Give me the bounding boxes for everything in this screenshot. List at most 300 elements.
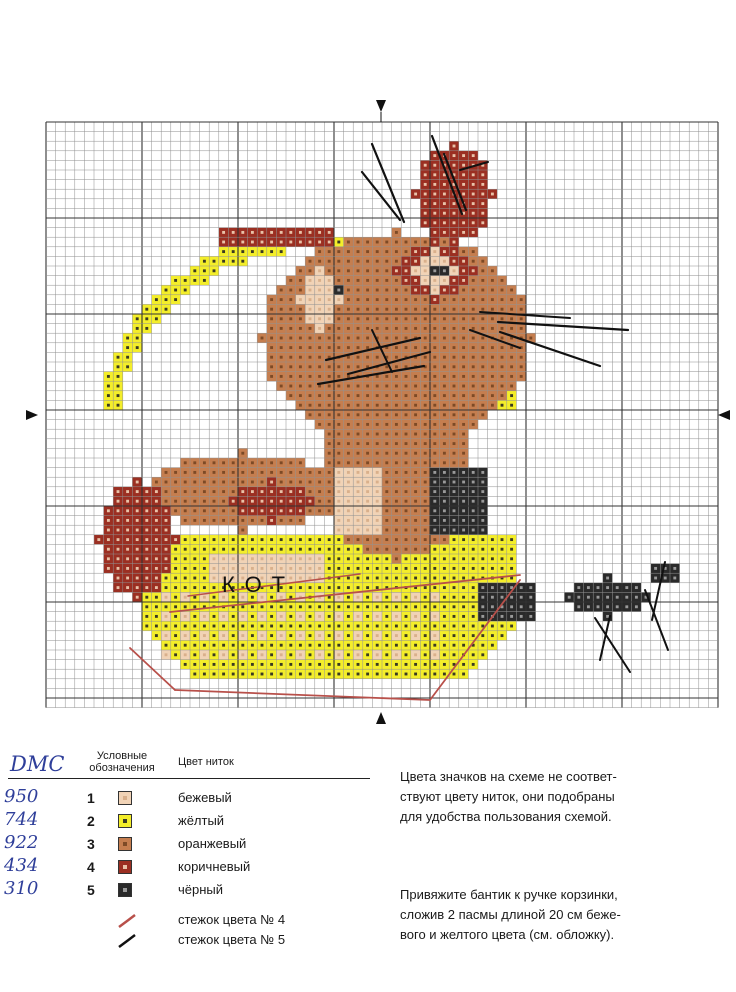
stitch-symbol: [366, 663, 369, 666]
stitch-symbol: [184, 289, 187, 292]
stitch-symbol: [318, 317, 321, 320]
stitch-symbol: [443, 490, 446, 493]
stitch-symbol: [424, 308, 427, 311]
stitch-symbol: [357, 289, 360, 292]
stitch-symbol: [251, 605, 254, 608]
stitch-symbol: [414, 375, 417, 378]
stitch-symbol: [289, 471, 292, 474]
stitch-symbol: [462, 433, 465, 436]
stitch-symbol: [357, 509, 360, 512]
stitch-symbol: [424, 356, 427, 359]
stitch-symbol: [424, 653, 427, 656]
stitch-symbol: [376, 327, 379, 330]
stitch-symbol: [462, 346, 465, 349]
stitch-symbol: [318, 269, 321, 272]
stitch-symbol: [424, 202, 427, 205]
stitch-symbol: [213, 538, 216, 541]
stitch-symbol: [405, 327, 408, 330]
stitch-symbol: [309, 346, 312, 349]
stitch-symbol: [261, 567, 264, 570]
stitch-symbol: [289, 289, 292, 292]
stitch-symbol: [433, 356, 436, 359]
stitch-symbol: [347, 452, 350, 455]
stitch-symbol: [213, 577, 216, 580]
stitch-symbol: [261, 634, 264, 637]
stitch-symbol: [472, 413, 475, 416]
stitch-symbol: [280, 653, 283, 656]
stitch-symbol: [414, 317, 417, 320]
stitch-symbol: [357, 413, 360, 416]
stitch-symbol: [405, 567, 408, 570]
stitch-symbol: [395, 605, 398, 608]
stitch-symbol: [347, 346, 350, 349]
stitch-symbol: [510, 577, 513, 580]
stitch-symbol: [328, 385, 331, 388]
stitch-symbol: [443, 308, 446, 311]
stitch-symbol: [453, 605, 456, 608]
stitch-symbol: [193, 673, 196, 676]
stitch-symbol: [395, 413, 398, 416]
stitch-symbol: [405, 557, 408, 560]
stitch-symbol: [395, 241, 398, 244]
stitch-symbol: [136, 567, 139, 570]
stitch-symbol: [510, 356, 513, 359]
stitch-symbol: [385, 625, 388, 628]
stitch-symbol: [261, 625, 264, 628]
stitch-symbol: [357, 404, 360, 407]
stitch-symbol: [251, 241, 254, 244]
stitch-symbol: [443, 557, 446, 560]
stitch-symbol: [318, 471, 321, 474]
stitch-symbol: [289, 385, 292, 388]
stitch-symbol: [366, 529, 369, 532]
stitch-symbol: [126, 538, 129, 541]
stitch-symbol: [462, 567, 465, 570]
stitch-symbol: [251, 663, 254, 666]
stitch-symbol: [232, 500, 235, 503]
stitch-symbol: [414, 404, 417, 407]
stitch-symbol: [453, 538, 456, 541]
stitch-symbol: [241, 461, 244, 464]
stitch-symbol: [309, 385, 312, 388]
stitch-symbol: [261, 241, 264, 244]
stitch-symbol: [481, 500, 484, 503]
stitch-symbol: [424, 423, 427, 426]
stitch-symbol: [318, 663, 321, 666]
stitch-symbol: [337, 385, 340, 388]
stitch-symbol: [347, 519, 350, 522]
stitch-symbol: [616, 586, 619, 589]
stitch-symbol: [433, 481, 436, 484]
stitch-symbol: [309, 260, 312, 263]
stitch-symbol: [117, 538, 120, 541]
stitch-symbol: [491, 385, 494, 388]
stitch-symbol: [174, 596, 177, 599]
stitch-symbol: [520, 317, 523, 320]
stitch-symbol: [510, 327, 513, 330]
stitch-symbol: [357, 452, 360, 455]
stitch-symbol: [357, 557, 360, 560]
stitch-symbol: [222, 250, 225, 253]
stitch-symbol: [299, 586, 302, 589]
stitch-symbol: [261, 673, 264, 676]
stitch-symbol: [222, 490, 225, 493]
symbol-number: 2: [87, 813, 95, 829]
stitch-symbol: [280, 317, 283, 320]
stitch-symbol: [510, 615, 513, 618]
stitch-symbol: [309, 509, 312, 512]
stitch-symbol: [395, 269, 398, 272]
stitch-symbol: [395, 308, 398, 311]
stitch-symbol: [203, 461, 206, 464]
stitch-symbol: [347, 433, 350, 436]
stitch-symbol: [376, 442, 379, 445]
stitch-symbol: [328, 634, 331, 637]
stitch-symbol: [155, 634, 158, 637]
stitch-symbol: [654, 577, 657, 580]
stitch-symbol: [241, 471, 244, 474]
stitch-symbol: [337, 337, 340, 340]
stitch-symbol: [289, 519, 292, 522]
stitch-symbol: [222, 509, 225, 512]
stitch-symbol: [232, 509, 235, 512]
stitch-symbol: [443, 471, 446, 474]
stitch-symbol: [270, 241, 273, 244]
stitch-symbol: [395, 548, 398, 551]
stitch-symbol: [453, 577, 456, 580]
stitch-symbol: [385, 394, 388, 397]
stitch-symbol: [453, 394, 456, 397]
stitch-symbol: [174, 605, 177, 608]
stitch-symbol: [117, 548, 120, 551]
stitch-symbol: [366, 260, 369, 263]
stitch-symbol: [299, 538, 302, 541]
stitch-symbol: [501, 337, 504, 340]
stitch-symbol: [414, 577, 417, 580]
stitch-symbol: [481, 529, 484, 532]
stitch-symbol: [491, 279, 494, 282]
stitch-symbol: [625, 596, 628, 599]
stitch-symbol: [414, 663, 417, 666]
stitch-symbol: [337, 279, 340, 282]
stitch-symbol: [481, 317, 484, 320]
stitch-symbol: [443, 452, 446, 455]
stitch-symbol: [155, 490, 158, 493]
dmc-number: 434: [4, 855, 39, 876]
stitch-symbol: [174, 509, 177, 512]
stitch-symbol: [414, 538, 417, 541]
stitch-symbol: [443, 644, 446, 647]
stitch-symbol: [510, 385, 513, 388]
stitch-symbol: [462, 413, 465, 416]
stitch-symbol: [232, 519, 235, 522]
stitch-symbol: [481, 615, 484, 618]
stitch-symbol: [443, 289, 446, 292]
stitch-symbol: [443, 673, 446, 676]
stitch-symbol: [347, 365, 350, 368]
stitch-symbol: [635, 586, 638, 589]
stitch-symbol: [443, 385, 446, 388]
stitch-symbol: [481, 337, 484, 340]
stitch-symbol: [299, 625, 302, 628]
stitch-symbol: [366, 413, 369, 416]
stitch-symbol: [462, 260, 465, 263]
stitch-symbol: [107, 519, 110, 522]
stitch-symbol: [395, 519, 398, 522]
stitch-symbol: [385, 452, 388, 455]
stitch-symbol: [491, 634, 494, 637]
stitch-symbol: [577, 586, 580, 589]
stitch-symbol: [337, 529, 340, 532]
stitch-symbol: [405, 663, 408, 666]
stitch-symbol: [606, 615, 609, 618]
stitch-symbol: [453, 452, 456, 455]
stitch-symbol: [193, 596, 196, 599]
stitch-symbol: [145, 577, 148, 580]
stitch-symbol: [481, 365, 484, 368]
stitch-symbol: [491, 596, 494, 599]
stitch-symbol: [376, 509, 379, 512]
stitch-symbol: [309, 567, 312, 570]
stitch-symbol: [347, 586, 350, 589]
stitch-symbol: [280, 356, 283, 359]
stitch-symbol: [472, 567, 475, 570]
stitch-symbol: [453, 653, 456, 656]
stitch-symbol: [337, 673, 340, 676]
stitch-symbol: [222, 260, 225, 263]
stitch-symbol: [251, 644, 254, 647]
stitch-symbol: [376, 461, 379, 464]
stitch-symbol: [395, 404, 398, 407]
stitch-symbol: [405, 260, 408, 263]
stitch-symbol: [357, 269, 360, 272]
stitch-symbol: [395, 289, 398, 292]
stitch-symbol: [462, 548, 465, 551]
stitch-symbol: [424, 644, 427, 647]
stitch-symbol: [270, 250, 273, 253]
stitch-symbol: [337, 327, 340, 330]
stitch-symbol: [184, 279, 187, 282]
stitch-symbol: [222, 471, 225, 474]
stitch-symbol: [347, 615, 350, 618]
stitch-symbol: [376, 356, 379, 359]
stitch-symbol: [270, 231, 273, 234]
stitch-symbol: [395, 538, 398, 541]
stitch-symbol: [395, 250, 398, 253]
stitch-symbol: [405, 404, 408, 407]
stitch-symbol: [395, 490, 398, 493]
stitch-symbol: [261, 509, 264, 512]
stitch-symbol: [357, 337, 360, 340]
stitch-symbol: [635, 605, 638, 608]
stitch-symbol: [376, 625, 379, 628]
stitch-symbol: [289, 567, 292, 570]
stitch-symbol: [424, 557, 427, 560]
stitch-symbol: [155, 605, 158, 608]
stitch-symbol: [232, 557, 235, 560]
stitch-symbol: [251, 231, 254, 234]
stitch-symbol: [453, 471, 456, 474]
stitch-symbol: [366, 423, 369, 426]
stitch-symbol: [366, 596, 369, 599]
stitch-symbol: [462, 596, 465, 599]
stitch-symbol: [443, 202, 446, 205]
stitch-symbol: [414, 596, 417, 599]
stitch-symbol: [193, 663, 196, 666]
stitch-symbol: [510, 404, 513, 407]
stitch-symbol: [241, 605, 244, 608]
stitch-symbol: [453, 634, 456, 637]
stitch-symbol: [462, 423, 465, 426]
stitch-symbol: [443, 577, 446, 580]
stitch-symbol: [357, 423, 360, 426]
stitch-symbol: [395, 394, 398, 397]
stitch-symbol: [414, 269, 417, 272]
stitch-symbol: [510, 557, 513, 560]
stitch-symbol: [309, 673, 312, 676]
color-name: коричневый: [178, 859, 251, 874]
stitch-symbol: [376, 385, 379, 388]
color-swatch: [118, 837, 132, 851]
stitch-symbol: [289, 308, 292, 311]
stitch-symbol: [385, 509, 388, 512]
stitch-symbol: [280, 461, 283, 464]
stitch-symbol: [481, 605, 484, 608]
stitch-symbol: [376, 529, 379, 532]
stitch-symbol: [155, 529, 158, 532]
stitch-symbol: [241, 500, 244, 503]
stitch-symbol: [347, 279, 350, 282]
stitch-symbol: [136, 317, 139, 320]
stitch-symbol: [299, 308, 302, 311]
center-arrow-top: [376, 100, 386, 112]
stitch-symbol: [357, 365, 360, 368]
stitch-symbol: [318, 634, 321, 637]
stitch-symbol: [405, 577, 408, 580]
stitch-symbol: [405, 548, 408, 551]
stitch-symbol: [328, 337, 331, 340]
stitch-symbol: [462, 298, 465, 301]
stitch-symbol: [174, 644, 177, 647]
stitch-symbol: [318, 567, 321, 570]
stitch-symbol: [328, 586, 331, 589]
stitch-symbol: [366, 289, 369, 292]
stitch-symbol: [472, 221, 475, 224]
stitch-symbol: [328, 231, 331, 234]
stitch-symbol: [232, 673, 235, 676]
stitch-symbol: [385, 519, 388, 522]
stitch-symbol: [261, 663, 264, 666]
stitch-symbol: [385, 644, 388, 647]
stitch-symbol: [414, 289, 417, 292]
stitch-symbol: [357, 442, 360, 445]
stitch-symbol: [318, 365, 321, 368]
stitch-symbol: [165, 298, 168, 301]
stitch-symbol: [395, 356, 398, 359]
stitch-symbol: [472, 615, 475, 618]
stitch-symbol: [472, 500, 475, 503]
stitch-symbol: [433, 548, 436, 551]
stitch-symbol: [261, 481, 264, 484]
legend-row: [0, 788, 390, 810]
stitch-symbol: [347, 260, 350, 263]
stitch-symbol: [117, 385, 120, 388]
stitch-symbol: [376, 452, 379, 455]
stitch-symbol: [433, 538, 436, 541]
stitch-symbol: [520, 327, 523, 330]
stitch-symbol: [193, 279, 196, 282]
stitch-symbol: [366, 634, 369, 637]
stitch-symbol: [472, 404, 475, 407]
stitch-symbol: [213, 663, 216, 666]
stitch-symbol: [405, 634, 408, 637]
stitch-symbol: [232, 490, 235, 493]
stitch-symbol: [280, 625, 283, 628]
stitch-symbol: [481, 173, 484, 176]
stitch-symbol: [251, 673, 254, 676]
stitch-symbol: [174, 548, 177, 551]
stitch-symbol: [347, 269, 350, 272]
stitch-symbol: [395, 385, 398, 388]
stitch-symbol: [366, 538, 369, 541]
stitch-symbol: [385, 548, 388, 551]
stitch-symbol: [587, 605, 590, 608]
stitch-symbol: [405, 250, 408, 253]
stitch-symbol: [347, 317, 350, 320]
backstitch: [372, 144, 404, 222]
dmc-number: 922: [4, 832, 39, 853]
stitch-symbol: [347, 461, 350, 464]
stitch-symbol: [433, 202, 436, 205]
stitch-symbol: [270, 567, 273, 570]
stitch-symbol: [347, 337, 350, 340]
stitch-symbol: [462, 394, 465, 397]
stitch-symbol: [385, 653, 388, 656]
stitch-symbol: [289, 538, 292, 541]
stitch-symbol: [117, 519, 120, 522]
stitch-symbol: [328, 346, 331, 349]
stitch-symbol: [481, 644, 484, 647]
stitch-symbol: [481, 653, 484, 656]
stitch-symbol: [280, 634, 283, 637]
stitch-symbol: [337, 586, 340, 589]
stitch-symbol: [136, 596, 139, 599]
stitch-symbol: [462, 385, 465, 388]
stitch-symbol: [318, 289, 321, 292]
stitch-symbol: [433, 586, 436, 589]
stitch-symbol: [520, 586, 523, 589]
stitch-symbol: [510, 298, 513, 301]
stitch-symbol: [424, 279, 427, 282]
stitch-symbol: [289, 673, 292, 676]
stitch-symbol: [299, 557, 302, 560]
stitch-row: [0, 912, 390, 934]
stitch-symbol: [203, 260, 206, 263]
stitch-symbol: [289, 241, 292, 244]
stitch-symbol: [222, 615, 225, 618]
stitch-symbol: [424, 289, 427, 292]
stitch-symbol: [193, 615, 196, 618]
stitch-symbol: [328, 615, 331, 618]
stitch-symbol: [424, 442, 427, 445]
stitch-symbol: [366, 586, 369, 589]
stitch-symbol: [366, 644, 369, 647]
stitch-symbol: [510, 625, 513, 628]
stitch-symbol: [491, 567, 494, 570]
stitch-symbol: [395, 231, 398, 234]
stitch-symbol: [241, 490, 244, 493]
legend: [0, 740, 390, 990]
